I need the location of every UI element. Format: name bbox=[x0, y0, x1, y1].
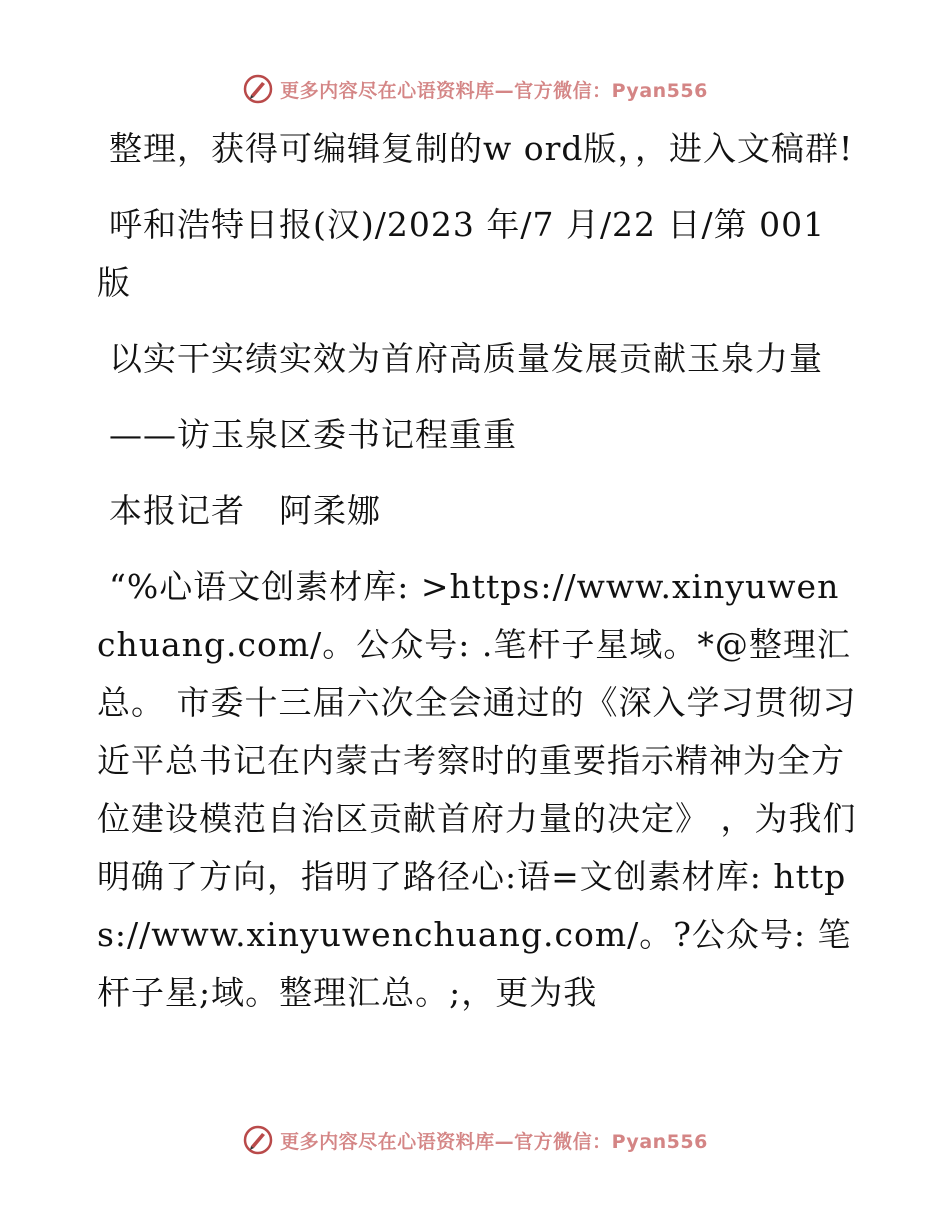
document-body bbox=[97, 120, 857, 1022]
source-line: 呼和浩特日报(汉)/2023 年/7 月/22 日/第 001 版 bbox=[97, 205, 826, 302]
article-subtitle: ——访玉泉区委书记程重重 bbox=[109, 415, 517, 454]
footer-banner bbox=[0, 1122, 950, 1158]
intro-paragraph: 整理，获得可编辑复制的w ord版，，进入文稿群! bbox=[109, 129, 854, 168]
body-paragraph: “%心语文创素材库: >https://www.xinyuwenchuang.com/。公众号: .笔杆子星域。*@整理汇总。 市委十三届六次全会通过的《深入学习贯彻习近平总书记在内蒙古考察时的重要指示精神为全方位建设模范自治区贡献首府力量的决定》 ，为我们明确了方向，指明了路径心:语=文创素材库: https://www.xinyuwenchuang.com/。?公众号: 笔杆子星;域。整理汇总。;，更为我 bbox=[97, 567, 857, 1012]
article-title: 以实干实绩实效为首府高质量发展贡献玉泉力量 bbox=[109, 339, 823, 378]
header-banner bbox=[0, 71, 950, 107]
brush-seal-logo-icon bbox=[242, 1124, 274, 1156]
banner-text: 更多内容尽在心语资料库—官方微信：Pyan556 bbox=[280, 1130, 708, 1153]
brush-seal-logo-icon bbox=[242, 73, 274, 105]
reporter-line: 本报记者 阿柔娜 bbox=[109, 491, 381, 530]
banner-text: 更多内容尽在心语资料库—官方微信：Pyan556 bbox=[280, 79, 708, 102]
